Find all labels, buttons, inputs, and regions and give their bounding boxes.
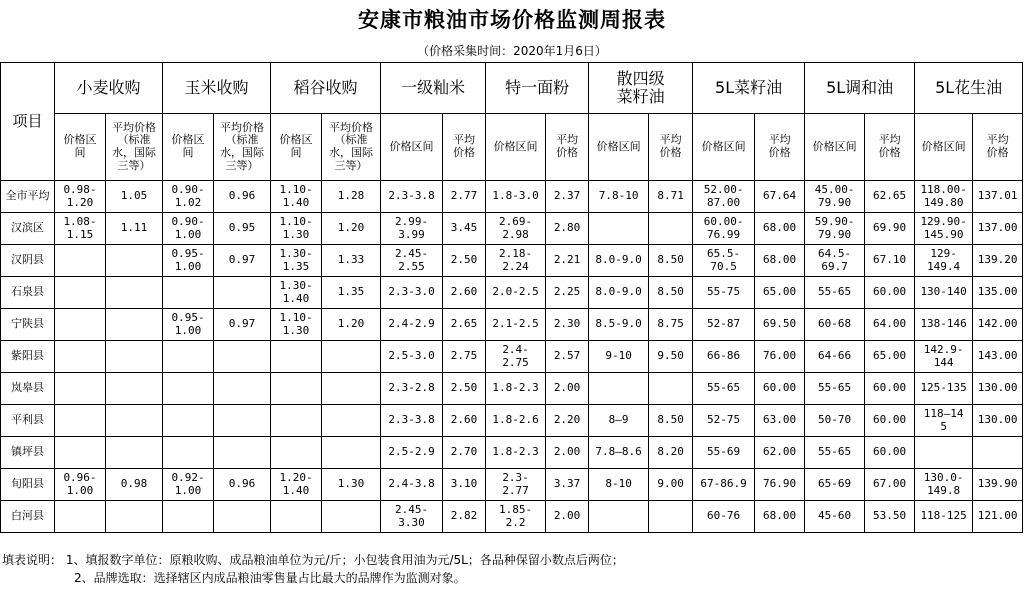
price-range-cell: 65.5- 70.5 — [693, 245, 755, 277]
avg-price-cell: 60.00 — [755, 373, 805, 405]
price-range-cell — [589, 373, 649, 405]
subheader-avg: 平均 价格 — [546, 114, 589, 181]
price-range-cell: 2.3- 2.77 — [486, 469, 546, 501]
subheader-avg: 平均 价格 — [443, 114, 486, 181]
avg-price-cell: 1.05 — [106, 181, 163, 213]
price-range-cell: 2.5-2.9 — [381, 437, 443, 469]
price-range-cell: 1.8-2.6 — [486, 405, 546, 437]
avg-price-cell — [322, 373, 381, 405]
avg-price-cell: 8.71 — [649, 181, 693, 213]
subheader-avg: 平均价格 （标准 水，国际 三等） — [322, 114, 381, 181]
row-label: 镇坪县 — [1, 437, 55, 469]
price-range-cell: 0.90- 1.02 — [163, 181, 214, 213]
price-range-cell: 60.00- 76.99 — [693, 213, 755, 245]
price-range-cell: 1.30- 1.35 — [271, 245, 322, 277]
price-range-cell: 1.30- 1.40 — [271, 277, 322, 309]
avg-price-cell: 2.77 — [443, 181, 486, 213]
price-range-cell: 8.0-9.0 — [589, 277, 649, 309]
avg-price-cell: 1.20 — [322, 309, 381, 341]
row-label: 旬阳县 — [1, 469, 55, 501]
avg-price-cell: 130.00 — [973, 373, 1023, 405]
avg-price-cell — [214, 341, 271, 373]
avg-price-cell: 68.00 — [755, 213, 805, 245]
price-range-cell: 0.90- 1.00 — [163, 213, 214, 245]
header-category: 5L花生油 — [915, 63, 1023, 114]
price-range-cell: 1.10- 1.30 — [271, 213, 322, 245]
price-range-cell — [55, 245, 106, 277]
table-row — [1, 341, 1023, 373]
avg-price-cell — [214, 437, 271, 469]
note-line-2: 2、品牌选取：选择辖区内成品粮油零售量占比最大的品牌作为监测对象。 — [74, 571, 466, 585]
avg-price-cell — [106, 405, 163, 437]
price-range-cell: 52-75 — [693, 405, 755, 437]
price-range-cell: 2.4- 2.75 — [486, 341, 546, 373]
price-range-cell — [163, 341, 214, 373]
subheader-range: 价格区间 — [486, 114, 546, 181]
price-range-cell: 138-146 — [915, 309, 973, 341]
avg-price-cell: 2.75 — [443, 341, 486, 373]
avg-price-cell: 76.00 — [755, 341, 805, 373]
price-range-cell: 2.69- 2.98 — [486, 213, 546, 245]
avg-price-cell: 53.50 — [865, 501, 915, 533]
price-range-cell: 64-66 — [805, 341, 865, 373]
avg-price-cell: 1.35 — [322, 277, 381, 309]
price-range-cell: 1.8-2.3 — [486, 373, 546, 405]
avg-price-cell: 2.65 — [443, 309, 486, 341]
row-label: 紫阳县 — [1, 341, 55, 373]
avg-price-cell: 0.96 — [214, 469, 271, 501]
avg-price-cell: 130.00 — [973, 405, 1023, 437]
price-range-cell: 52-87 — [693, 309, 755, 341]
price-range-cell: 60-68 — [805, 309, 865, 341]
avg-price-cell: 142.00 — [973, 309, 1023, 341]
header-category: 5L菜籽油 — [693, 63, 805, 114]
price-range-cell: 2.3-2.8 — [381, 373, 443, 405]
avg-price-cell: 137.00 — [973, 213, 1023, 245]
avg-price-cell: 2.60 — [443, 405, 486, 437]
price-range-cell: 0.95- 1.00 — [163, 309, 214, 341]
avg-price-cell: 2.60 — [443, 277, 486, 309]
price-range-cell: 45.00- 79.90 — [805, 181, 865, 213]
report-title: 安康市粮油市场价格监测周报表 — [358, 8, 666, 32]
price-range-cell: 2.0-2.5 — [486, 277, 546, 309]
avg-price-cell: 9.00 — [649, 469, 693, 501]
price-table — [0, 62, 1023, 533]
row-label: 平利县 — [1, 405, 55, 437]
price-range-cell: 118.00- 149.80 — [915, 181, 973, 213]
row-label: 汉阴县 — [1, 245, 55, 277]
price-range-cell: 0.96- 1.00 — [55, 469, 106, 501]
header-category: 玉米收购 — [163, 63, 271, 114]
notes — [2, 551, 624, 587]
header-category: 散四级 菜籽油 — [589, 63, 693, 114]
subheader-avg: 平均 价格 — [865, 114, 915, 181]
price-range-cell: 125-135 — [915, 373, 973, 405]
table-body — [1, 181, 1023, 533]
table-header — [1, 63, 1023, 181]
subheader-avg: 平均价格 （标准 水，国际 三等） — [214, 114, 271, 181]
table-row — [1, 213, 1023, 245]
row-label: 汉滨区 — [1, 213, 55, 245]
subheader-avg: 平均 价格 — [973, 114, 1023, 181]
price-range-cell — [163, 373, 214, 405]
table-row — [1, 373, 1023, 405]
avg-price-cell: 8.50 — [649, 405, 693, 437]
subheader-range: 价格区间 — [915, 114, 973, 181]
price-range-cell: 55-65 — [693, 373, 755, 405]
price-range-cell: 55-65 — [805, 373, 865, 405]
price-range-cell: 60-76 — [693, 501, 755, 533]
price-range-cell — [271, 501, 322, 533]
header-category: 特一面粉 — [486, 63, 589, 114]
avg-price-cell: 1.30 — [322, 469, 381, 501]
avg-price-cell: 2.50 — [443, 373, 486, 405]
subheader-avg: 平均价格 （标准 水，国际 三等） — [106, 114, 163, 181]
price-range-cell — [589, 501, 649, 533]
avg-price-cell: 2.30 — [546, 309, 589, 341]
price-range-cell: 52.00- 87.00 — [693, 181, 755, 213]
avg-price-cell: 2.20 — [546, 405, 589, 437]
avg-price-cell: 139.20 — [973, 245, 1023, 277]
avg-price-cell — [214, 373, 271, 405]
price-range-cell: 66-86 — [693, 341, 755, 373]
price-range-cell: 2.99- 3.99 — [381, 213, 443, 245]
header-xiangmu: 项目 — [1, 63, 55, 181]
avg-price-cell: 0.98 — [106, 469, 163, 501]
price-range-cell: 55-65 — [805, 437, 865, 469]
price-range-cell: 142.9- 144 — [915, 341, 973, 373]
avg-price-cell: 60.00 — [865, 277, 915, 309]
price-range-cell: 2.4-2.9 — [381, 309, 443, 341]
row-label: 宁陕县 — [1, 309, 55, 341]
price-range-cell: 55-65 — [805, 277, 865, 309]
price-range-cell: 118-125 — [915, 501, 973, 533]
avg-price-cell: 0.96 — [214, 181, 271, 213]
avg-price-cell: 8.75 — [649, 309, 693, 341]
price-range-cell: 67-86.9 — [693, 469, 755, 501]
price-range-cell: 9-10 — [589, 341, 649, 373]
price-range-cell: 2.3-3.0 — [381, 277, 443, 309]
avg-price-cell: 62.00 — [755, 437, 805, 469]
avg-price-cell: 2.00 — [546, 437, 589, 469]
price-range-cell: 2.3-3.8 — [381, 181, 443, 213]
avg-price-cell — [214, 277, 271, 309]
price-range-cell: 45-60 — [805, 501, 865, 533]
avg-price-cell — [649, 213, 693, 245]
table-row — [1, 181, 1023, 213]
avg-price-cell: 137.01 — [973, 181, 1023, 213]
avg-price-cell: 9.50 — [649, 341, 693, 373]
price-range-cell: 2.18- 2.24 — [486, 245, 546, 277]
avg-price-cell: 1.33 — [322, 245, 381, 277]
price-range-cell: 7.8-10 — [589, 181, 649, 213]
price-range-cell: 64.5- 69.7 — [805, 245, 865, 277]
avg-price-cell: 2.80 — [546, 213, 589, 245]
avg-price-cell — [106, 437, 163, 469]
subheader-range: 价格区 间 — [271, 114, 322, 181]
subheader-range: 价格区间 — [805, 114, 865, 181]
avg-price-cell — [214, 501, 271, 533]
price-range-cell: 2.45- 3.30 — [381, 501, 443, 533]
price-range-cell — [55, 341, 106, 373]
subheader-range: 价格区 间 — [163, 114, 214, 181]
avg-price-cell — [214, 405, 271, 437]
avg-price-cell: 65.00 — [755, 277, 805, 309]
price-range-cell: 50-70 — [805, 405, 865, 437]
price-range-cell: 7.8—8.6 — [589, 437, 649, 469]
avg-price-cell: 2.50 — [443, 245, 486, 277]
price-range-cell — [163, 437, 214, 469]
price-range-cell — [55, 309, 106, 341]
avg-price-cell: 0.97 — [214, 309, 271, 341]
subheader-range: 价格区 间 — [55, 114, 106, 181]
price-range-cell — [271, 437, 322, 469]
avg-price-cell: 2.70 — [443, 437, 486, 469]
price-range-cell: 2.3-3.8 — [381, 405, 443, 437]
price-range-cell: 1.8-3.0 — [486, 181, 546, 213]
price-range-cell: 8.5-9.0 — [589, 309, 649, 341]
avg-price-cell: 67.64 — [755, 181, 805, 213]
row-label: 全市平均 — [1, 181, 55, 213]
avg-price-cell: 60.00 — [865, 437, 915, 469]
avg-price-cell — [106, 373, 163, 405]
price-range-cell: 0.92- 1.00 — [163, 469, 214, 501]
price-range-cell — [55, 405, 106, 437]
avg-price-cell: 8.50 — [649, 245, 693, 277]
price-range-cell: 130-140 — [915, 277, 973, 309]
avg-price-cell: 2.57 — [546, 341, 589, 373]
avg-price-cell — [106, 501, 163, 533]
avg-price-cell — [322, 341, 381, 373]
row-label: 岚皋县 — [1, 373, 55, 405]
price-range-cell: 8-10 — [589, 469, 649, 501]
subheader-avg: 平均 价格 — [755, 114, 805, 181]
table-row — [1, 437, 1023, 469]
price-range-cell: 129.90- 145.90 — [915, 213, 973, 245]
price-range-cell — [55, 501, 106, 533]
avg-price-cell — [649, 373, 693, 405]
subheader-range: 价格区间 — [693, 114, 755, 181]
avg-price-cell — [322, 437, 381, 469]
price-range-cell: 55-75 — [693, 277, 755, 309]
price-range-cell: 129- 149.4 — [915, 245, 973, 277]
price-range-cell: 0.95- 1.00 — [163, 245, 214, 277]
avg-price-cell: 8.20 — [649, 437, 693, 469]
header-category: 稻谷收购 — [271, 63, 381, 114]
avg-price-cell: 65.00 — [865, 341, 915, 373]
avg-price-cell — [649, 501, 693, 533]
avg-price-cell: 1.20 — [322, 213, 381, 245]
avg-price-cell — [973, 437, 1023, 469]
table-row — [1, 469, 1023, 501]
avg-price-cell: 2.25 — [546, 277, 589, 309]
price-range-cell: 130.0- 149.8 — [915, 469, 973, 501]
header-category: 一级籼米 — [381, 63, 486, 114]
avg-price-cell — [106, 245, 163, 277]
table-row — [1, 277, 1023, 309]
price-range-cell: 55-69 — [693, 437, 755, 469]
avg-price-cell: 69.50 — [755, 309, 805, 341]
price-range-cell: 2.5-3.0 — [381, 341, 443, 373]
avg-price-cell: 3.37 — [546, 469, 589, 501]
avg-price-cell: 1.28 — [322, 181, 381, 213]
avg-price-cell: 139.90 — [973, 469, 1023, 501]
avg-price-cell — [106, 277, 163, 309]
avg-price-cell — [106, 341, 163, 373]
avg-price-cell: 135.00 — [973, 277, 1023, 309]
avg-price-cell: 67.10 — [865, 245, 915, 277]
price-range-cell — [271, 341, 322, 373]
price-range-cell: 0.98- 1.20 — [55, 181, 106, 213]
avg-price-cell: 2.00 — [546, 501, 589, 533]
avg-price-cell — [106, 309, 163, 341]
avg-price-cell: 2.21 — [546, 245, 589, 277]
price-range-cell — [915, 437, 973, 469]
report-subtitle: （价格采集时间：2020年1月6日） — [417, 44, 607, 58]
price-range-cell: 118—14 5 — [915, 405, 973, 437]
price-range-cell: 2.45- 2.55 — [381, 245, 443, 277]
avg-price-cell: 3.10 — [443, 469, 486, 501]
avg-price-cell: 64.00 — [865, 309, 915, 341]
price-range-cell: 1.85- 2.2 — [486, 501, 546, 533]
price-range-cell: 1.08- 1.15 — [55, 213, 106, 245]
avg-price-cell: 68.00 — [755, 501, 805, 533]
avg-price-cell: 143.00 — [973, 341, 1023, 373]
price-range-cell: 8—9 — [589, 405, 649, 437]
avg-price-cell: 0.97 — [214, 245, 271, 277]
avg-price-cell: 69.90 — [865, 213, 915, 245]
avg-price-cell: 60.00 — [865, 373, 915, 405]
avg-price-cell: 2.82 — [443, 501, 486, 533]
price-range-cell: 1.20- 1.40 — [271, 469, 322, 501]
price-range-cell — [163, 501, 214, 533]
avg-price-cell: 0.95 — [214, 213, 271, 245]
price-range-cell: 1.10- 1.30 — [271, 309, 322, 341]
avg-price-cell — [322, 501, 381, 533]
price-range-cell — [55, 437, 106, 469]
price-range-cell: 59.90- 79.90 — [805, 213, 865, 245]
table-row — [1, 501, 1023, 533]
category-header-row — [1, 63, 1023, 114]
price-range-cell: 2.1-2.5 — [486, 309, 546, 341]
price-range-cell: 2.4-3.8 — [381, 469, 443, 501]
header-category: 5L调和油 — [805, 63, 915, 114]
price-range-cell — [271, 373, 322, 405]
table-row — [1, 309, 1023, 341]
avg-price-cell: 121.00 — [973, 501, 1023, 533]
price-range-cell: 1.8-2.3 — [486, 437, 546, 469]
subheader-avg: 平均 价格 — [649, 114, 693, 181]
avg-price-cell: 3.45 — [443, 213, 486, 245]
avg-price-cell: 1.11 — [106, 213, 163, 245]
price-range-cell — [163, 277, 214, 309]
avg-price-cell: 2.00 — [546, 373, 589, 405]
price-range-cell: 1.10- 1.40 — [271, 181, 322, 213]
price-range-cell: 65-69 — [805, 469, 865, 501]
avg-price-cell: 2.37 — [546, 181, 589, 213]
row-label: 石泉县 — [1, 277, 55, 309]
row-label: 白河县 — [1, 501, 55, 533]
avg-price-cell — [322, 405, 381, 437]
price-range-cell: 8.0-9.0 — [589, 245, 649, 277]
price-range-cell — [271, 405, 322, 437]
avg-price-cell: 60.00 — [865, 405, 915, 437]
avg-price-cell: 76.90 — [755, 469, 805, 501]
subheader-range: 价格区间 — [589, 114, 649, 181]
price-range-cell — [55, 373, 106, 405]
price-range-cell — [163, 405, 214, 437]
avg-price-cell: 67.00 — [865, 469, 915, 501]
price-range-cell — [55, 277, 106, 309]
avg-price-cell: 68.00 — [755, 245, 805, 277]
subheader-row — [1, 114, 1023, 181]
header-category: 小麦收购 — [55, 63, 163, 114]
avg-price-cell: 62.65 — [865, 181, 915, 213]
table-row — [1, 245, 1023, 277]
subheader-range: 价格区间 — [381, 114, 443, 181]
table-row — [1, 405, 1023, 437]
avg-price-cell: 63.00 — [755, 405, 805, 437]
price-range-cell — [589, 213, 649, 245]
avg-price-cell: 8.50 — [649, 277, 693, 309]
note-line-1: 填表说明： 1、填报数字单位：原粮收购、成品粮油单位为元/斤；小包装食用油为元/5L；各品种保留小数点后两位； — [2, 553, 624, 567]
